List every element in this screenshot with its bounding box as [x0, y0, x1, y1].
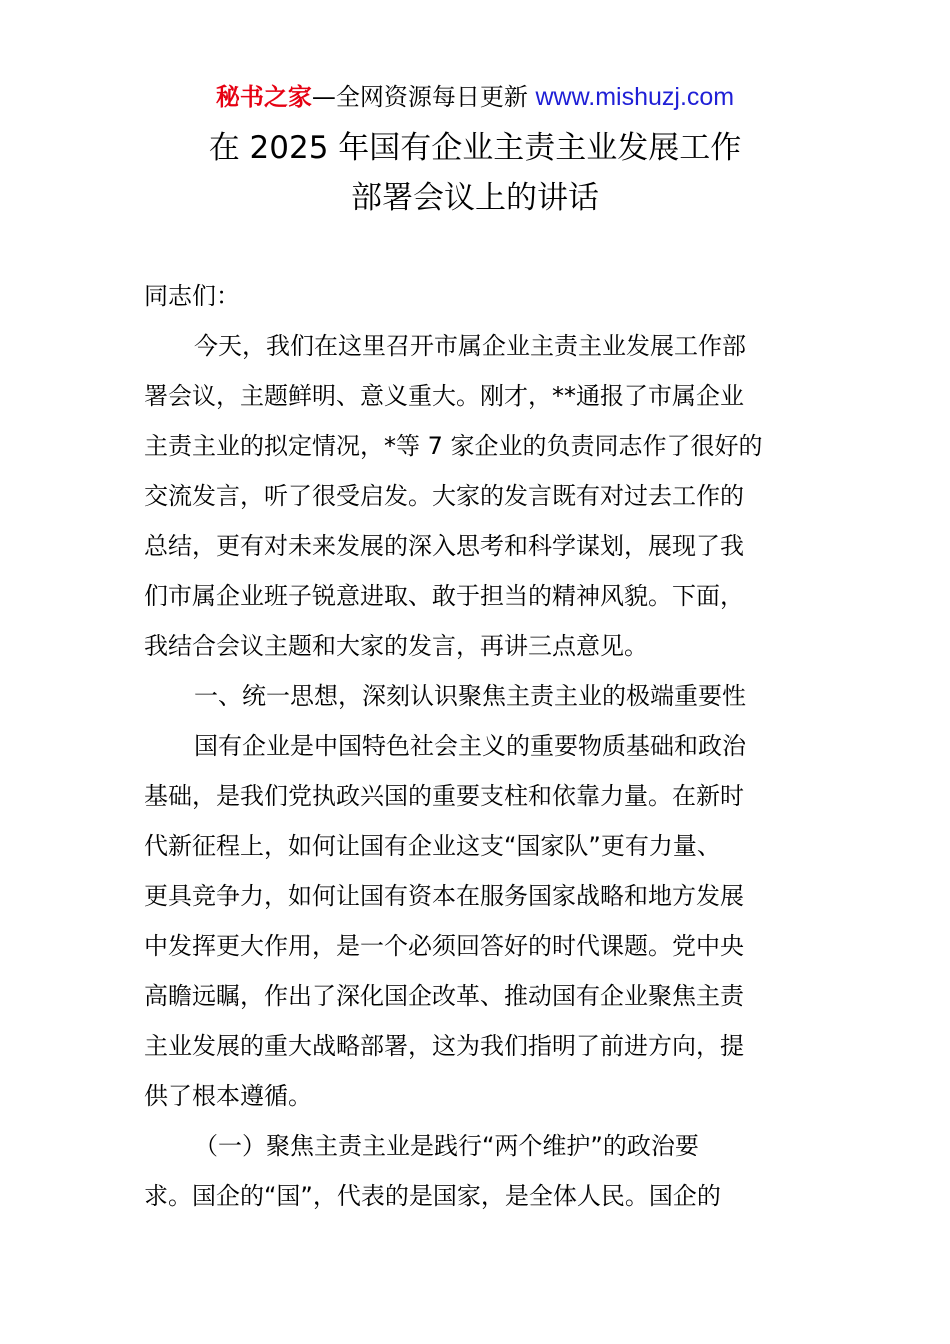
section-heading: 一、统一思想，深刻认识聚焦主责主业的极端重要性: [194, 682, 746, 710]
paragraph-line: 中发挥更大作用，是一个必须回答好的时代课题。党中央: [144, 932, 744, 960]
paragraph-line: 基础，是我们党执政兴国的重要支柱和依靠力量。在新时: [144, 782, 744, 810]
paragraph-line: 今天，我们在这里召开市属企业主责主业发展工作部: [194, 332, 746, 360]
document-body: [144, 278, 814, 1228]
document-title-line-1: 在 2025 年国有企业主责主业发展工作: [208, 130, 742, 166]
site-brand: 秘书之家: [215, 83, 312, 111]
paragraph-line: 我结合会议主题和大家的发言，再讲三点意见。: [144, 632, 648, 660]
salutation: 同志们：: [144, 282, 240, 310]
paragraph-line: 供了根本遵循。: [144, 1082, 312, 1110]
site-header: [0, 82, 950, 112]
subsection-heading: （一）聚焦主责主业是践行“两个维护”的政治要: [194, 1132, 699, 1160]
paragraph-line: 更具竞争力，如何让国有资本在服务国家战略和地方发展: [144, 882, 744, 910]
paragraph-line: 署会议，主题鲜明、意义重大。刚才，**通报了市属企业: [144, 382, 744, 410]
paragraph-line: 主业发展的重大战略部署，这为我们指明了前进方向，提: [144, 1032, 744, 1060]
paragraph-line: 交流发言，听了很受启发。大家的发言既有对过去工作的: [144, 482, 744, 510]
paragraph-line: 国有企业是中国特色社会主义的重要物质基础和政治: [194, 732, 746, 760]
paragraph-line: 求。国企的“国”，代表的是国家，是全体人民。国企的: [144, 1182, 721, 1210]
paragraph-line: 主责主业的拟定情况，*等 7 家企业的负责同志作了很好的: [144, 432, 763, 460]
paragraph-line: 高瞻远瞩，作出了深化国企改革、推动国有企业聚焦主责: [144, 982, 744, 1010]
document-title-line-2: 部署会议上的讲话: [351, 180, 599, 216]
site-tagline: —全网资源每日更新: [311, 83, 536, 111]
paragraph-line: 代新征程上，如何让国有企业这支“国家队”更有力量、: [144, 832, 721, 860]
paragraph-line: 总结，更有对未来发展的深入思考和科学谋划，展现了我: [144, 532, 744, 560]
paragraph-line: 们市属企业班子锐意进取、敢于担当的精神风貌。下面，: [144, 582, 744, 610]
site-url-link[interactable]: www.mishuzj.com: [535, 83, 735, 111]
